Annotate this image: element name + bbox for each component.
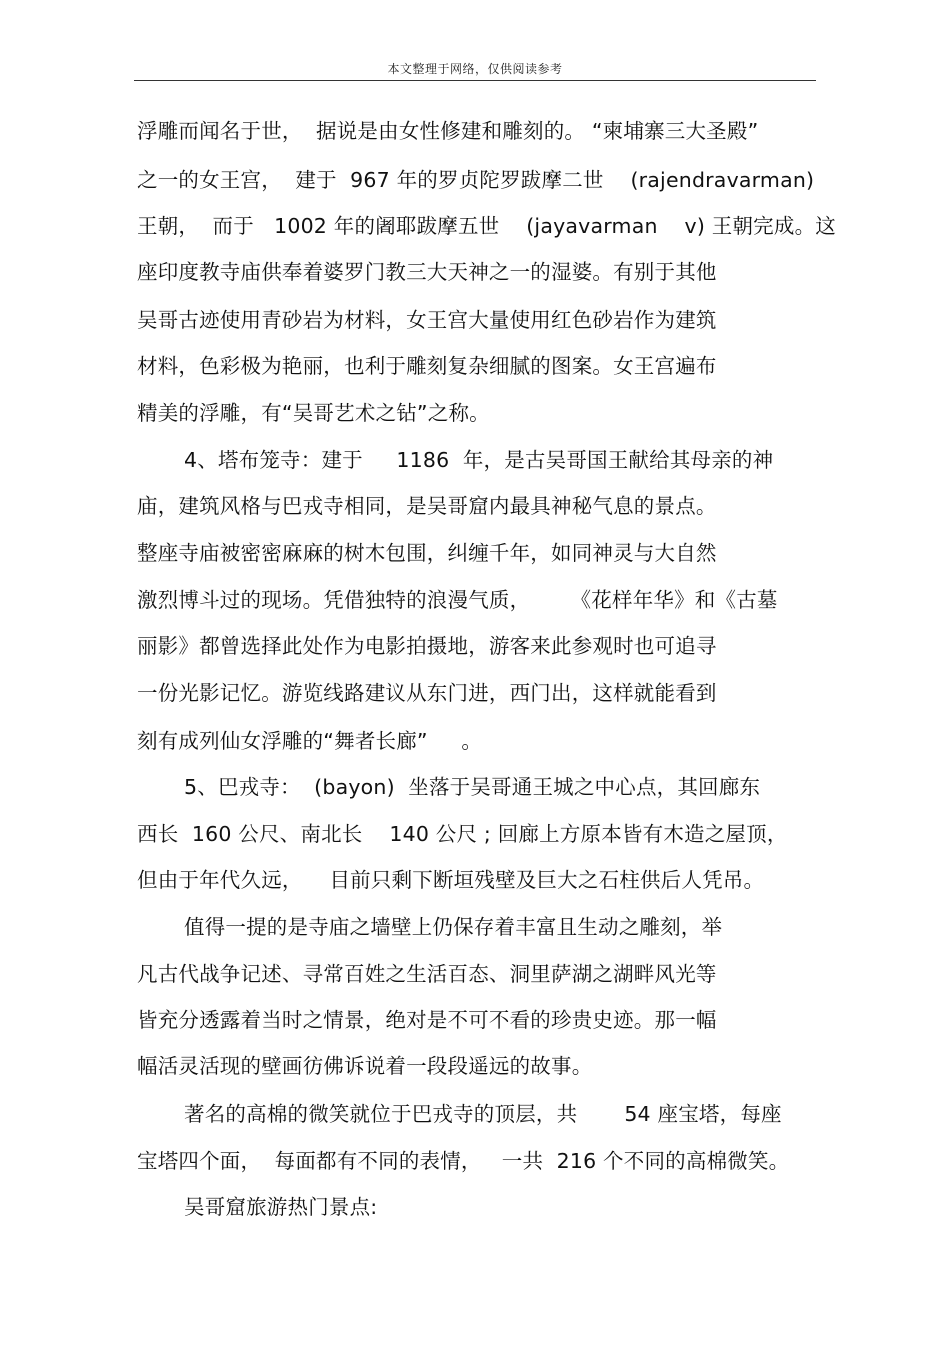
text-line: 之一的女王宫， 建于 967 年的罗贞陀罗跋摩二世 (rajendravarman) (137, 168, 815, 192)
paragraph-start: 著名的高棉的微笑就位于巴戎寺的顶层，共 54 座宝塔，每座 (184, 1102, 782, 1126)
text-line: 丽影》都曾选择此处作为电影拍摄地，游客来此参观时也可追寻 (137, 634, 717, 658)
text-line: 精美的浮雕，有“吴哥艺术之钻”之称。 (137, 401, 490, 425)
text-line: 幅活灵活现的壁画彷佛诉说着一段段遥远的故事。 (137, 1054, 593, 1078)
section-heading: 吴哥窟旅游热门景点: (184, 1195, 378, 1219)
text-line: 浮雕而闻名于世， 据说是由女性修建和雕刻的。 “柬埔寨三大圣殿” (137, 119, 759, 143)
text-line: 材料，色彩极为艳丽，也利于雕刻复杂细腻的图案。女王宫遍布 (137, 354, 717, 378)
paragraph-start: 5、巴戎寺： (bayon) 坐落于吴哥通王城之中心点，其回廊东 (184, 775, 761, 799)
text-line: 一份光影记忆。游览线路建议从东门进，西门出，这样就能看到 (137, 681, 717, 705)
text-line: 座印度教寺庙供奉着婆罗门教三大天神之一的湿婆。有别于其他 (137, 260, 717, 284)
text-line: 西长 160 公尺、南北长 140 公尺 ; 回廊上方原本皆有木造之屋顶， (137, 822, 788, 846)
text-line: 宝塔四个面， 每面都有不同的表情， 一共 216 个不同的高棉微笑。 (137, 1149, 790, 1173)
paragraph-start: 值得一提的是寺庙之墙壁上仍保存着丰富且生动之雕刻，举 (184, 915, 723, 939)
header-divider (134, 80, 816, 81)
page-header: 本文整理于网络，仅供阅读参考 (387, 62, 563, 76)
paragraph-start: 4、塔布笼寺：建于 1186 年，是古吴哥国王献给其母亲的神 (184, 448, 774, 472)
text-line: 吴哥古迹使用青砂岩为材料，女王宫大量使用红色砂岩作为建筑 (137, 308, 717, 332)
text-line: 刻有成列仙女浮雕的“舞者长廊” 。 (137, 729, 483, 753)
text-line: 王朝， 而于 1002 年的阇耶跋摩五世 (jayavarman v) 王朝完成。这 (137, 214, 836, 238)
text-line: 凡古代战争记述、寻常百姓之生活百态、洞里萨湖之湖畔风光等 (137, 962, 717, 986)
text-line: 庙，建筑风格与巴戎寺相同，是吴哥窟内最具神秘气息的景点。 (137, 494, 717, 518)
text-line: 皆充分透露着当时之情景，绝对是不可不看的珍贵史迹。那一幅 (137, 1008, 717, 1032)
text-line: 整座寺庙被密密麻麻的树木包围，纠缠千年，如同神灵与大自然 (137, 541, 717, 565)
text-line: 激烈博斗过的现场。凭借独特的浪漫气质， 《花样年华》和《古墓 (137, 588, 778, 612)
text-line: 但由于年代久远， 目前只剩下断垣残壁及巨大之石柱供后人凭吊。 (137, 868, 765, 892)
